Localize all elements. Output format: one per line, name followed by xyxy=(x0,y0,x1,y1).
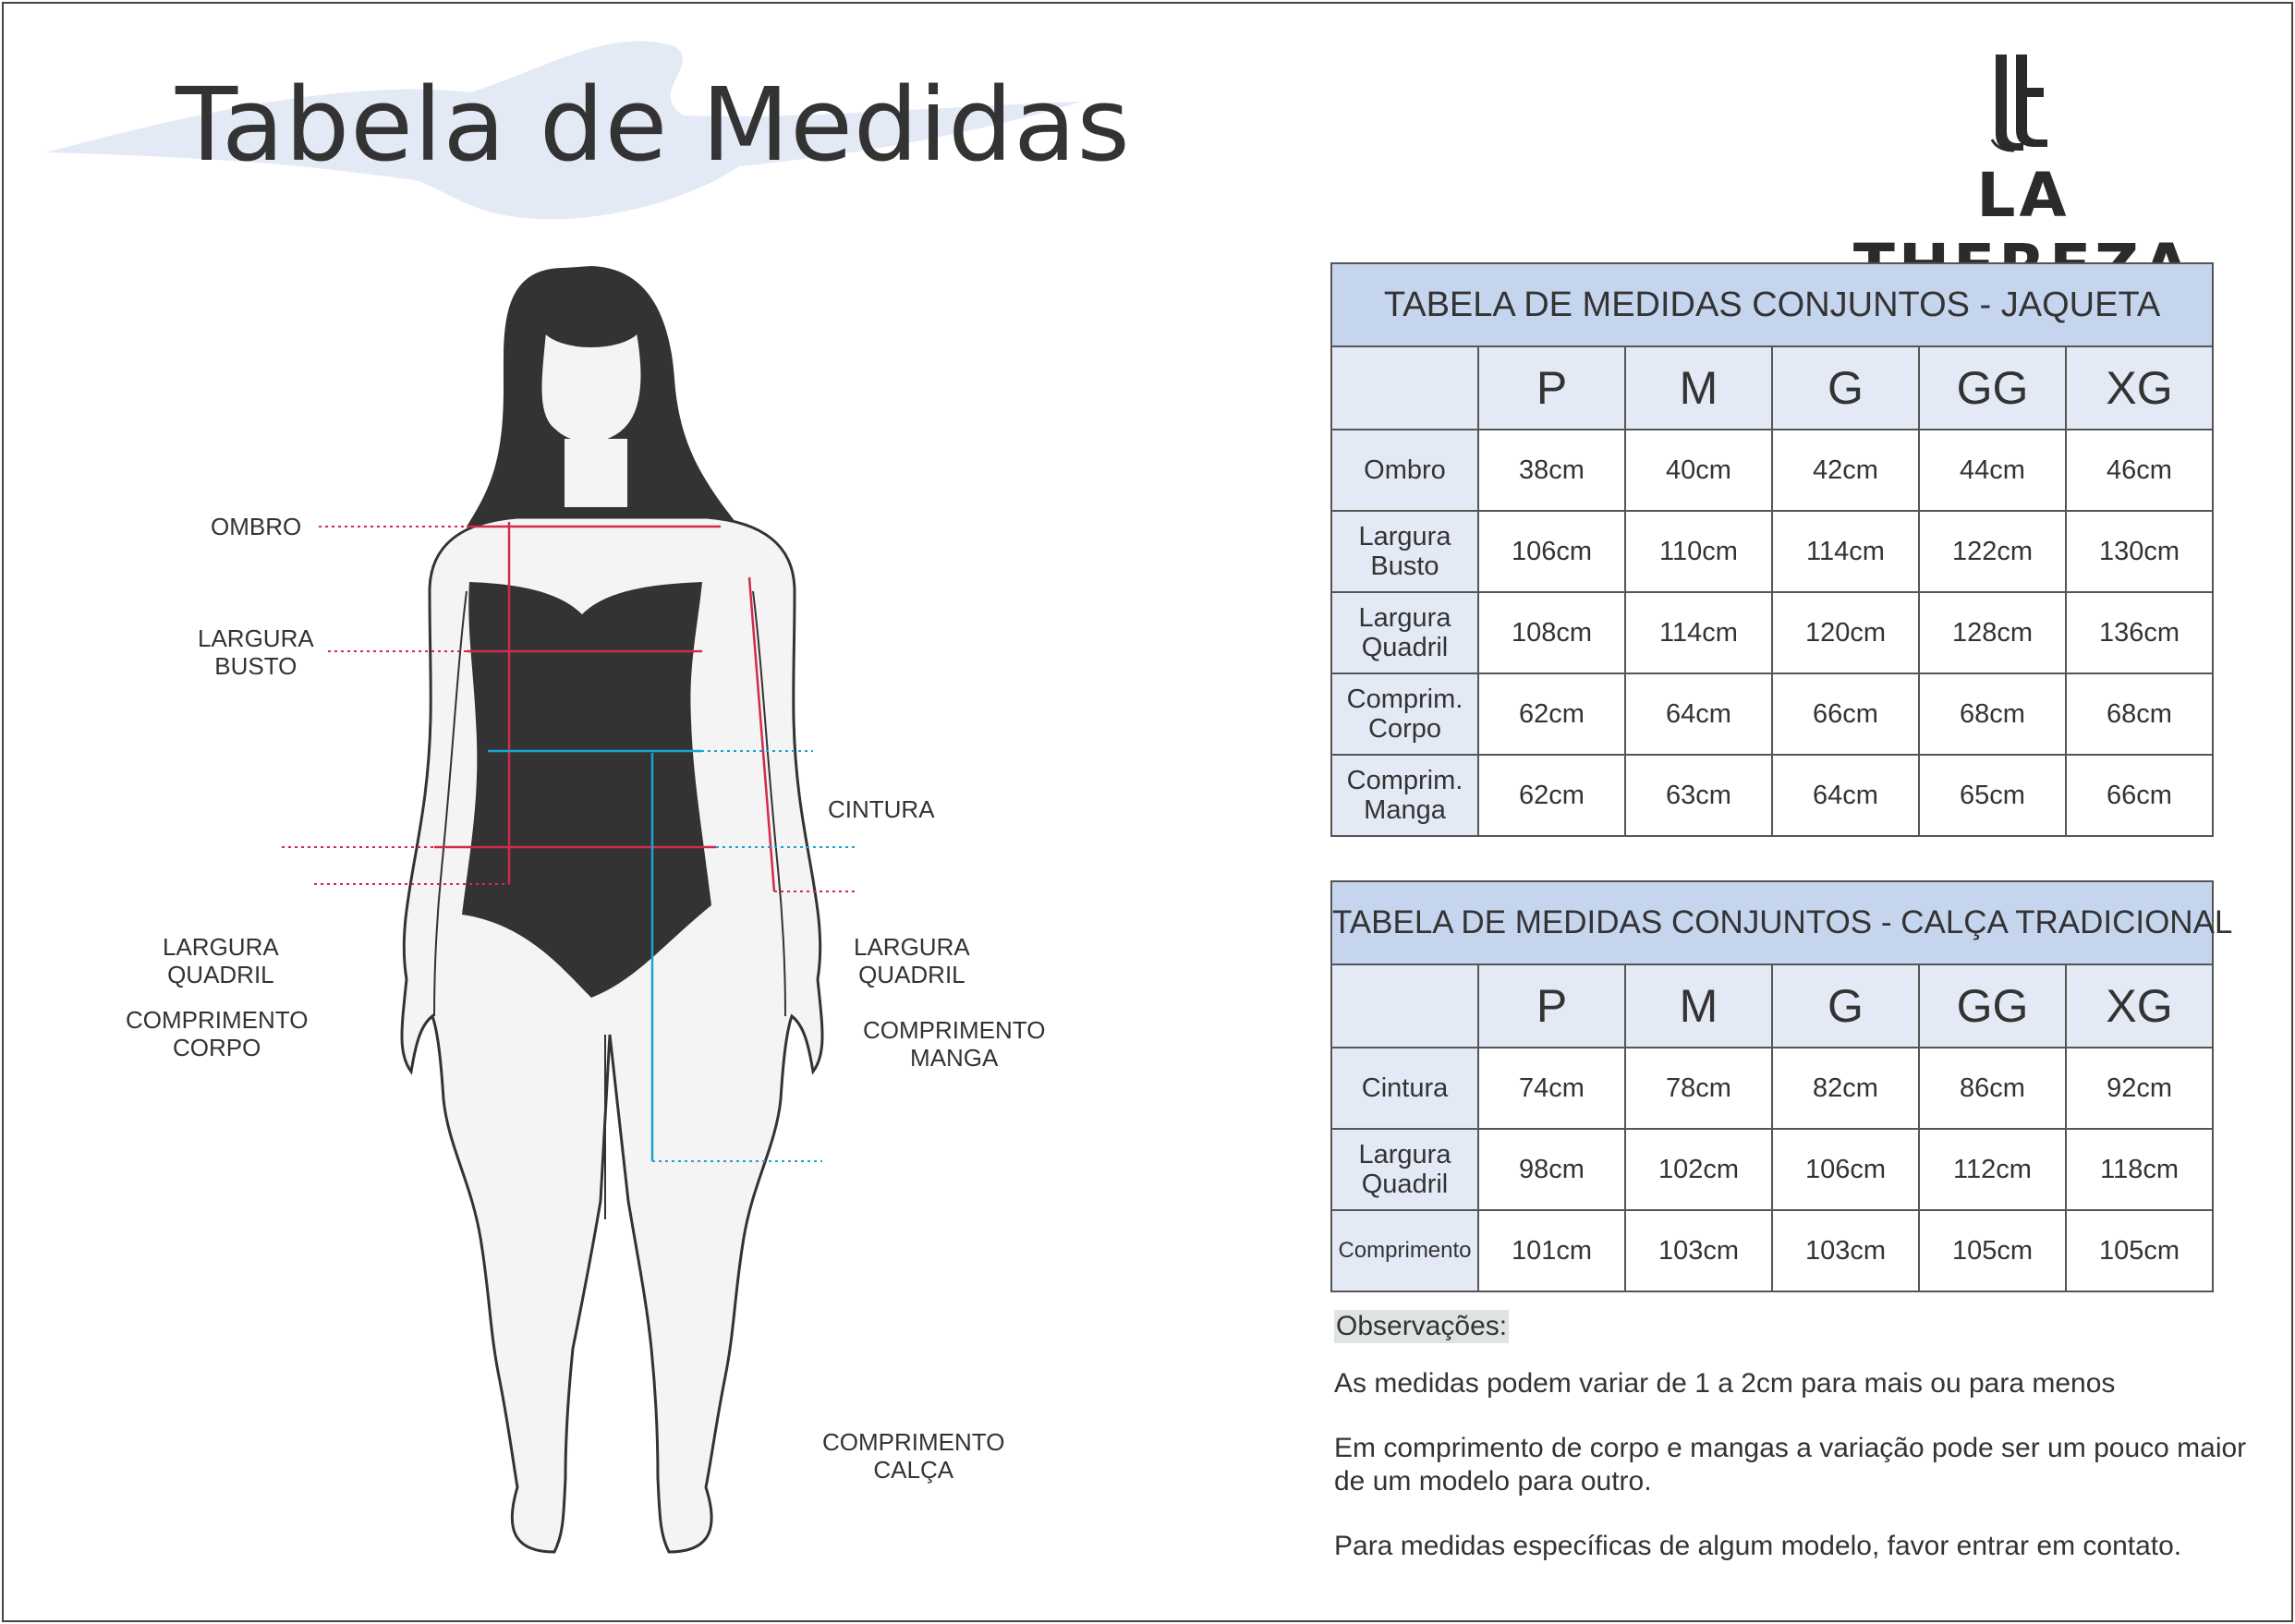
callout-ombro: OMBRO xyxy=(211,513,302,540)
cell-value: 120cm xyxy=(1772,592,1919,673)
row-label-comprim-manga: Comprim. Manga xyxy=(1331,755,1478,836)
row-label-largura-quadril: Largura Quadril xyxy=(1331,1129,1478,1210)
cell-value: 74cm xyxy=(1478,1048,1625,1129)
table-row xyxy=(1331,673,2213,755)
jaqueta-size-m: M xyxy=(1625,346,1772,430)
cell-value: 68cm xyxy=(1919,673,2066,755)
cell-value: 98cm xyxy=(1478,1129,1625,1210)
cell-value: 103cm xyxy=(1772,1210,1919,1291)
jaqueta-size-g: G xyxy=(1772,346,1919,430)
cell-value: 82cm xyxy=(1772,1048,1919,1129)
cell-value: 102cm xyxy=(1625,1129,1772,1210)
row-label-cintura: Cintura xyxy=(1331,1048,1478,1129)
cell-value: 62cm xyxy=(1478,673,1625,755)
body-measurement-figure xyxy=(0,240,1293,1598)
row-label-comprim-corpo: Comprim. Corpo xyxy=(1331,673,1478,755)
cell-value: 68cm xyxy=(2066,673,2213,755)
cell-value: 66cm xyxy=(2066,755,2213,836)
calca-size-gg: GG xyxy=(1919,964,2066,1048)
cell-value: 101cm xyxy=(1478,1210,1625,1291)
cell-value: 86cm xyxy=(1919,1048,2066,1129)
table-row xyxy=(1331,592,2213,673)
cell-value: 65cm xyxy=(1919,755,2066,836)
table-row xyxy=(1331,1129,2213,1210)
jaqueta-size-xg: XG xyxy=(2066,346,2213,430)
callout-comprimento-corpo: COMPRIMENTO CORPO xyxy=(126,1006,309,1061)
cell-value: 106cm xyxy=(1478,511,1625,592)
calca-corner-cell xyxy=(1331,964,1478,1048)
notes-heading: Observações: xyxy=(1336,1311,1508,1341)
brand-name: LA xyxy=(1976,160,2070,231)
cell-value: 103cm xyxy=(1625,1210,1772,1291)
calca-size-xg: XG xyxy=(2066,964,2213,1048)
callout-comprimento-manga: COMPRIMENTO MANGA xyxy=(863,1016,1046,1072)
cell-value: 78cm xyxy=(1625,1048,1772,1129)
cell-value: 38cm xyxy=(1478,430,1625,511)
cell-value: 110cm xyxy=(1625,511,1772,592)
cell-value: 105cm xyxy=(2066,1210,2213,1291)
callout-comprimento-calca: COMPRIMENTO CALÇA xyxy=(822,1428,1005,1484)
jaqueta-size-table xyxy=(1330,262,2214,837)
cell-value: 105cm xyxy=(1919,1210,2066,1291)
cell-value: 112cm xyxy=(1919,1129,2066,1210)
cell-value: 114cm xyxy=(1625,592,1772,673)
table-row xyxy=(1331,1048,2213,1129)
cell-value: 44cm xyxy=(1919,430,2066,511)
table-row xyxy=(1331,755,2213,836)
cell-value: 108cm xyxy=(1478,592,1625,673)
cell-value: 114cm xyxy=(1772,511,1919,592)
notes-section xyxy=(1334,1310,2258,1563)
row-label-comprimento: Comprimento xyxy=(1331,1210,1478,1291)
table-row xyxy=(1331,511,2213,592)
cell-value: 63cm xyxy=(1625,755,1772,836)
cell-value: 128cm xyxy=(1919,592,2066,673)
callout-largura-quadril-left: LARGURA QUADRIL xyxy=(163,933,279,988)
callout-largura-busto: LARGURA BUSTO xyxy=(198,624,314,680)
cell-value: 66cm xyxy=(1772,673,1919,755)
callout-cintura: CINTURA xyxy=(828,795,935,823)
cell-value: 130cm xyxy=(2066,511,2213,592)
callout-largura-quadril-right: LARGURA QUADRIL xyxy=(854,933,970,988)
table-row xyxy=(1331,430,2213,511)
cell-value: 122cm xyxy=(1919,511,2066,592)
calca-table-title: TABELA DE MEDIDAS CONJUNTOS - CALÇA TRADICIONAL xyxy=(1331,881,2213,964)
jaqueta-table-title: TABELA DE MEDIDAS CONJUNTOS - JAQUETA xyxy=(1331,263,2213,346)
jaqueta-size-p: P xyxy=(1478,346,1625,430)
calca-size-p: P xyxy=(1478,964,1625,1048)
note-line: Em comprimento de corpo e mangas a variação pode ser um pouco maior de um modelo para outro. xyxy=(1334,1433,2247,1497)
calca-size-table xyxy=(1330,880,2233,1292)
cell-value: 42cm xyxy=(1772,430,1919,511)
cell-value: 106cm xyxy=(1772,1129,1919,1210)
page-title: Tabela de Medidas xyxy=(176,66,1131,184)
cell-value: 46cm xyxy=(2066,430,2213,511)
row-label-largura-quadril: Largura Quadril xyxy=(1331,592,1478,673)
note-line: Para medidas específicas de algum modelo, favor entrar em contato. xyxy=(1334,1531,2182,1561)
calca-size-g: G xyxy=(1772,964,1919,1048)
lt-monogram-icon xyxy=(1986,51,2060,152)
cell-value: 118cm xyxy=(2066,1129,2213,1210)
cell-value: 64cm xyxy=(1772,755,1919,836)
row-label-ombro: Ombro xyxy=(1331,430,1478,511)
table-row xyxy=(1331,1210,2213,1291)
cell-value: 92cm xyxy=(2066,1048,2213,1129)
jaqueta-size-gg: GG xyxy=(1919,346,2066,430)
cell-value: 64cm xyxy=(1625,673,1772,755)
figure-face xyxy=(541,333,642,442)
jaqueta-corner-cell xyxy=(1331,346,1478,430)
cell-value: 62cm xyxy=(1478,755,1625,836)
row-label-largura-busto: Largura Busto xyxy=(1331,511,1478,592)
calca-size-m: M xyxy=(1625,964,1772,1048)
cell-value: 136cm xyxy=(2066,592,2213,673)
note-line: As medidas podem variar de 1 a 2cm para mais ou para menos xyxy=(1334,1368,2116,1399)
cell-value: 40cm xyxy=(1625,430,1772,511)
